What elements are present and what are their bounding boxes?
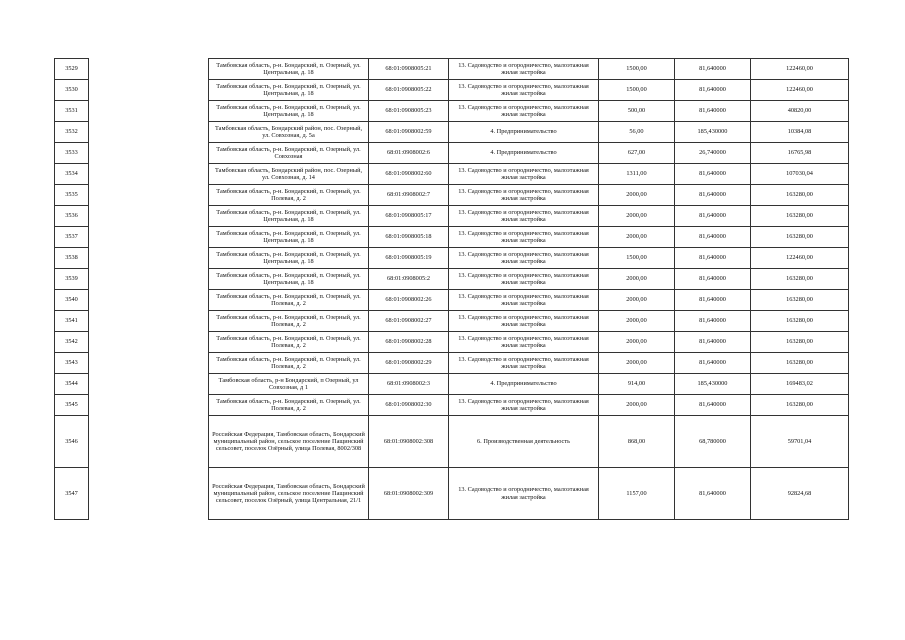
address-cell: Тамбовская область, р-н. Бондарский, п. Озерный, ул. Центральная, д. 18 <box>209 269 369 290</box>
cadastral-value-cell: 59701,04 <box>751 416 849 468</box>
area-cell: 56,00 <box>599 122 675 143</box>
cadastral-number-cell: 68:01:0908002:30 <box>369 395 449 416</box>
address-cell: Тамбовская область, р-н. Бондарский, п. Озерный, ул. Полевая, д. 2 <box>209 395 369 416</box>
column-gap <box>89 185 209 206</box>
cadastral-number-cell: 68:01:0908002:26 <box>369 290 449 311</box>
column-gap <box>89 290 209 311</box>
area-cell: 2000,00 <box>599 353 675 374</box>
land-use-cell: 13. Садоводство и огородничество, малоэтажная жилая застройка <box>449 290 599 311</box>
cadastral-number-cell: 68:01:0908005:19 <box>369 248 449 269</box>
row-number-cell: 3538 <box>55 248 89 269</box>
cadastral-number-cell: 68:01:0908002:59 <box>369 122 449 143</box>
table-row <box>55 332 849 353</box>
row-number-cell: 3539 <box>55 269 89 290</box>
area-cell: 2000,00 <box>599 185 675 206</box>
area-cell: 2000,00 <box>599 395 675 416</box>
row-number-cell: 3531 <box>55 101 89 122</box>
cadastral-number-cell: 68:01:0908005:22 <box>369 80 449 101</box>
rate-cell: 81,640000 <box>675 227 751 248</box>
rate-cell: 81,640000 <box>675 395 751 416</box>
column-gap <box>89 468 209 520</box>
land-use-cell: 13. Садоводство и огородничество, малоэтажная жилая застройка <box>449 248 599 269</box>
row-number-cell: 3547 <box>55 468 89 520</box>
column-gap <box>89 101 209 122</box>
cadastral-number-cell: 68:01:0908002:3 <box>369 374 449 395</box>
address-cell: Тамбовская область, р-н Бондарский, п Озерный, ул Совхозная, д 1 <box>209 374 369 395</box>
row-number-cell: 3534 <box>55 164 89 185</box>
rate-cell: 26,740000 <box>675 143 751 164</box>
rate-cell: 185,430000 <box>675 122 751 143</box>
land-use-cell: 13. Садоводство и огородничество, малоэтажная жилая застройка <box>449 227 599 248</box>
cadastral-number-cell: 68:01:0908002:60 <box>369 164 449 185</box>
area-cell: 1500,00 <box>599 80 675 101</box>
land-registry-table <box>54 58 849 520</box>
address-cell: Тамбовская область, р-н. Бондарский, п. Озерный, ул. Полевая, д. 2 <box>209 353 369 374</box>
table-row <box>55 143 849 164</box>
area-cell: 1157,00 <box>599 468 675 520</box>
rate-cell: 185,430000 <box>675 374 751 395</box>
area-cell: 868,00 <box>599 416 675 468</box>
cadastral-number-cell: 68:01:0908005:18 <box>369 227 449 248</box>
address-cell: Тамбовская область, Бондарский район, пос. Озерный, ул. Совхозная, д. 14 <box>209 164 369 185</box>
table-row <box>55 206 849 227</box>
address-cell: Тамбовская область, р-н. Бондарский, п. Озерный, ул. Центральная, д. 18 <box>209 248 369 269</box>
land-use-cell: 4. Предпринимательство <box>449 122 599 143</box>
table-body <box>55 59 849 520</box>
cadastral-value-cell: 163280,00 <box>751 353 849 374</box>
cadastral-value-cell: 163280,00 <box>751 227 849 248</box>
rate-cell: 81,640000 <box>675 468 751 520</box>
address-cell: Тамбовская область, р-н. Бондарский, п. Озерный, ул. Совхозная <box>209 143 369 164</box>
column-gap <box>89 80 209 101</box>
address-cell: Тамбовская область, р-н. Бондарский, п. Озерный, ул. Полевая, д. 2 <box>209 311 369 332</box>
land-use-cell: 13. Садоводство и огородничество, малоэтажная жилая застройка <box>449 185 599 206</box>
cadastral-number-cell: 68:01:0908002:29 <box>369 353 449 374</box>
table-row <box>55 59 849 80</box>
area-cell: 2000,00 <box>599 269 675 290</box>
column-gap <box>89 311 209 332</box>
table-row <box>55 416 849 468</box>
column-gap <box>89 332 209 353</box>
rate-cell: 81,640000 <box>675 311 751 332</box>
area-cell: 627,00 <box>599 143 675 164</box>
column-gap <box>89 416 209 468</box>
cadastral-value-cell: 107030,04 <box>751 164 849 185</box>
land-use-cell: 13. Садоводство и огородничество, малоэтажная жилая застройка <box>449 269 599 290</box>
table-row <box>55 311 849 332</box>
rate-cell: 81,640000 <box>675 269 751 290</box>
rate-cell: 81,640000 <box>675 332 751 353</box>
land-use-cell: 13. Садоводство и огородничество, малоэтажная жилая застройка <box>449 395 599 416</box>
address-cell: Российская Федерация, Тамбовская область, Бондарский муниципальный район, сельское поселение Пащинский сельсовет, поселок Озёрный, улица Полевая, 8002/308 <box>209 416 369 468</box>
land-use-cell: 13. Садоводство и огородничество, малоэтажная жилая застройка <box>449 332 599 353</box>
row-number-cell: 3533 <box>55 143 89 164</box>
area-cell: 2000,00 <box>599 311 675 332</box>
cadastral-number-cell: 68:01:0908002:28 <box>369 332 449 353</box>
column-gap <box>89 269 209 290</box>
rate-cell: 81,640000 <box>675 353 751 374</box>
land-use-cell: 13. Садоводство и огородничество, малоэтажная жилая застройка <box>449 353 599 374</box>
rate-cell: 81,640000 <box>675 206 751 227</box>
table-row <box>55 468 849 520</box>
rate-cell: 81,640000 <box>675 248 751 269</box>
cadastral-number-cell: 68:01:0908002:308 <box>369 416 449 468</box>
column-gap <box>89 206 209 227</box>
cadastral-number-cell: 68:01:0908005:21 <box>369 59 449 80</box>
cadastral-value-cell: 16765,98 <box>751 143 849 164</box>
cadastral-value-cell: 163280,00 <box>751 311 849 332</box>
cadastral-number-cell: 68:01:0908005:17 <box>369 206 449 227</box>
area-cell: 2000,00 <box>599 227 675 248</box>
land-use-cell: 13. Садоводство и огородничество, малоэтажная жилая застройка <box>449 206 599 227</box>
rate-cell: 68,780000 <box>675 416 751 468</box>
rate-cell: 81,640000 <box>675 101 751 122</box>
row-number-cell: 3536 <box>55 206 89 227</box>
row-number-cell: 3542 <box>55 332 89 353</box>
cadastral-value-cell: 40820,00 <box>751 101 849 122</box>
column-gap <box>89 143 209 164</box>
area-cell: 2000,00 <box>599 290 675 311</box>
cadastral-value-cell: 122460,00 <box>751 248 849 269</box>
column-gap <box>89 164 209 185</box>
row-number-cell: 3545 <box>55 395 89 416</box>
address-cell: Тамбовская область, р-н. Бондарский, п. Озерный, ул. Центральная, д. 18 <box>209 227 369 248</box>
cadastral-value-cell: 163280,00 <box>751 185 849 206</box>
row-number-cell: 3544 <box>55 374 89 395</box>
row-number-cell: 3535 <box>55 185 89 206</box>
cadastral-value-cell: 122460,00 <box>751 80 849 101</box>
table-row <box>55 374 849 395</box>
column-gap <box>89 395 209 416</box>
land-use-cell: 13. Садоводство и огородничество, малоэтажная жилая застройка <box>449 468 599 520</box>
cadastral-number-cell: 68:01:0908002:6 <box>369 143 449 164</box>
row-number-cell: 3546 <box>55 416 89 468</box>
cadastral-number-cell: 68:01:0908002:7 <box>369 185 449 206</box>
row-number-cell: 3541 <box>55 311 89 332</box>
cadastral-value-cell: 10384,08 <box>751 122 849 143</box>
table-row <box>55 248 849 269</box>
rate-cell: 81,640000 <box>675 164 751 185</box>
table-row <box>55 290 849 311</box>
address-cell: Тамбовская область, р-н. Бондарский, п. Озерный, ул. Центральная, д. 18 <box>209 206 369 227</box>
table-row <box>55 353 849 374</box>
row-number-cell: 3530 <box>55 80 89 101</box>
land-use-cell: 6. Производственная деятельность <box>449 416 599 468</box>
land-use-cell: 4. Предпринимательство <box>449 143 599 164</box>
cadastral-value-cell: 163280,00 <box>751 269 849 290</box>
cadastral-value-cell: 163280,00 <box>751 290 849 311</box>
column-gap <box>89 353 209 374</box>
column-gap <box>89 59 209 80</box>
row-number-cell: 3540 <box>55 290 89 311</box>
column-gap <box>89 227 209 248</box>
address-cell: Тамбовская область, р-н. Бондарский, п. Озерный, ул. Полевая, д. 2 <box>209 332 369 353</box>
address-cell: Тамбовская область, р-н. Бондарский, п. Озерный, ул. Полевая, д. 2 <box>209 185 369 206</box>
cadastral-value-cell: 92824,68 <box>751 468 849 520</box>
land-use-cell: 13. Садоводство и огородничество, малоэтажная жилая застройка <box>449 59 599 80</box>
table-row <box>55 80 849 101</box>
area-cell: 2000,00 <box>599 332 675 353</box>
address-cell: Тамбовская область, р-н. Бондарский, п. Озерный, ул. Центральная, д. 18 <box>209 80 369 101</box>
cadastral-number-cell: 68:01:0908005:2 <box>369 269 449 290</box>
area-cell: 2000,00 <box>599 206 675 227</box>
rate-cell: 81,640000 <box>675 59 751 80</box>
table-row <box>55 101 849 122</box>
area-cell: 1500,00 <box>599 59 675 80</box>
cadastral-number-cell: 68:01:0908002:309 <box>369 468 449 520</box>
area-cell: 914,00 <box>599 374 675 395</box>
row-number-cell: 3537 <box>55 227 89 248</box>
row-number-cell: 3543 <box>55 353 89 374</box>
area-cell: 500,00 <box>599 101 675 122</box>
land-registry-sheet <box>54 58 848 520</box>
column-gap <box>89 248 209 269</box>
cadastral-number-cell: 68:01:0908002:27 <box>369 311 449 332</box>
land-use-cell: 13. Садоводство и огородничество, малоэтажная жилая застройка <box>449 101 599 122</box>
row-number-cell: 3532 <box>55 122 89 143</box>
address-cell: Тамбовская область, р-н. Бондарский, п. Озерный, ул. Центральная, д. 18 <box>209 101 369 122</box>
column-gap <box>89 374 209 395</box>
address-cell: Тамбовская область, Бондарский район, пос. Озерный, ул. Совхозная, д. 5а <box>209 122 369 143</box>
address-cell: Тамбовская область, р-н. Бондарский, п. Озерный, ул. Полевая, д. 2 <box>209 290 369 311</box>
land-use-cell: 13. Садоводство и огородничество, малоэтажная жилая застройка <box>449 311 599 332</box>
table-row <box>55 185 849 206</box>
address-cell: Российская Федерация, Тамбовская область, Бондарский муниципальный район, сельское поселение Пащинский сельсовет, поселок Озёрный, улица Центральная, 21/1 <box>209 468 369 520</box>
row-number-cell: 3529 <box>55 59 89 80</box>
rate-cell: 81,640000 <box>675 290 751 311</box>
rate-cell: 81,640000 <box>675 80 751 101</box>
cadastral-value-cell: 163280,00 <box>751 395 849 416</box>
cadastral-value-cell: 169483,02 <box>751 374 849 395</box>
land-use-cell: 13. Садоводство и огородничество, малоэтажная жилая застройка <box>449 164 599 185</box>
cadastral-value-cell: 122460,00 <box>751 59 849 80</box>
cadastral-number-cell: 68:01:0908005:23 <box>369 101 449 122</box>
land-use-cell: 13. Садоводство и огородничество, малоэтажная жилая застройка <box>449 80 599 101</box>
cadastral-value-cell: 163280,00 <box>751 206 849 227</box>
land-use-cell: 4. Предпринимательство <box>449 374 599 395</box>
area-cell: 1311,00 <box>599 164 675 185</box>
table-row <box>55 122 849 143</box>
table-row <box>55 227 849 248</box>
table-row <box>55 395 849 416</box>
address-cell: Тамбовская область, р-н. Бондарский, п. Озерный, ул. Центральная, д. 18 <box>209 59 369 80</box>
column-gap <box>89 122 209 143</box>
cadastral-value-cell: 163280,00 <box>751 332 849 353</box>
rate-cell: 81,640000 <box>675 185 751 206</box>
area-cell: 1500,00 <box>599 248 675 269</box>
table-row <box>55 269 849 290</box>
table-row <box>55 164 849 185</box>
